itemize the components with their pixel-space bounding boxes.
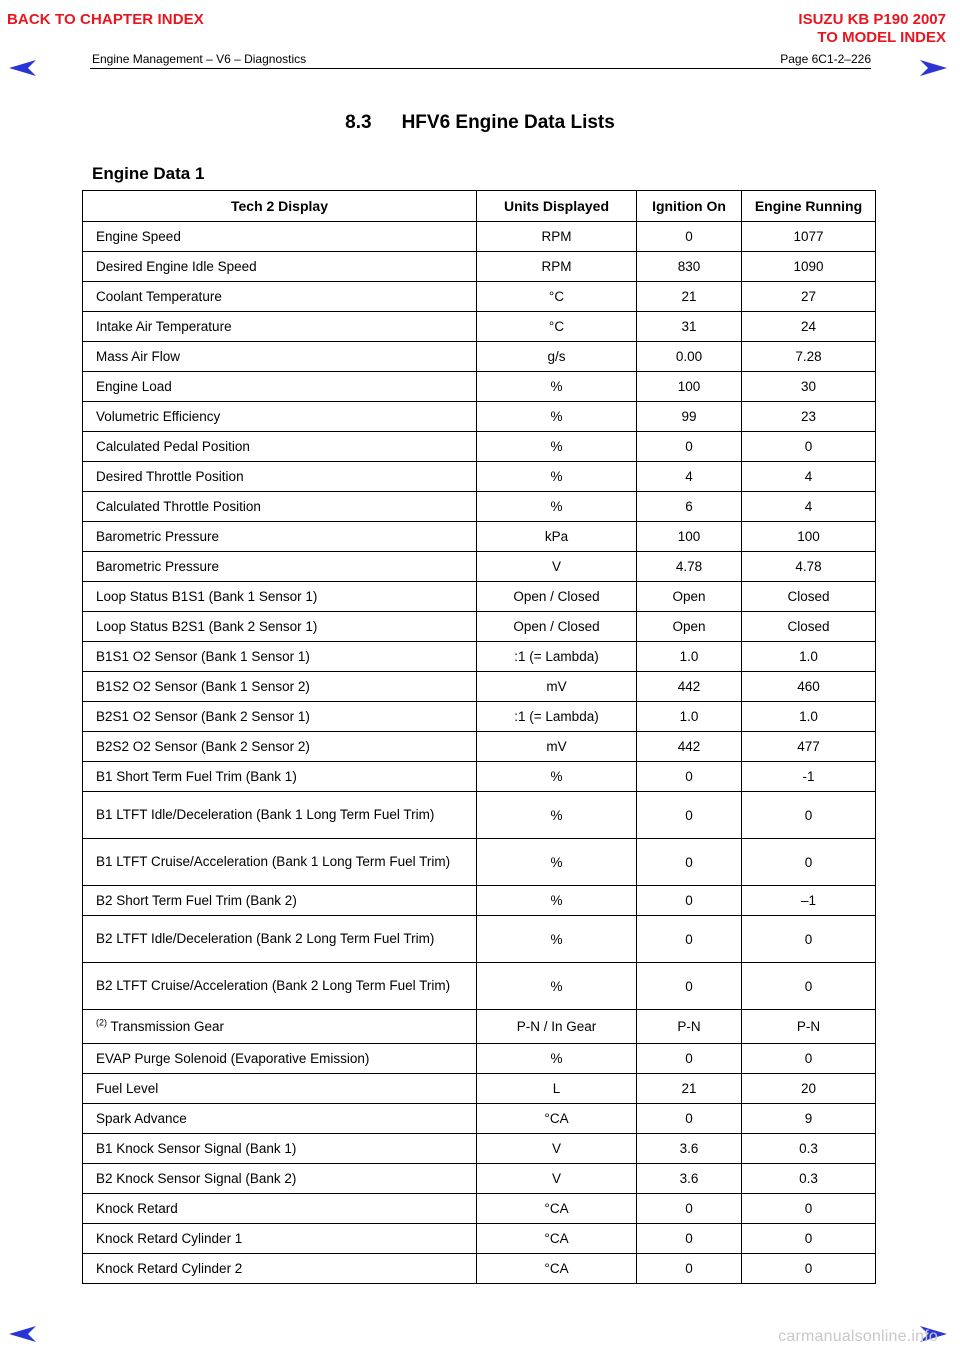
parameter-name-cell xyxy=(83,672,477,702)
engine-running-cell: 0 xyxy=(742,1194,876,1224)
table-header-row xyxy=(83,191,876,222)
parameter-name-cell xyxy=(83,222,477,252)
ignition-on-cell: 4.78 xyxy=(637,552,742,582)
table-row xyxy=(83,732,876,762)
parameter-name: B1S2 O2 Sensor (Bank 1 Sensor 2) xyxy=(96,678,310,694)
engine-running-cell: 0.3 xyxy=(742,1134,876,1164)
parameter-name: Coolant Temperature xyxy=(96,288,222,304)
parameter-name: Volumetric Efficiency xyxy=(96,408,221,424)
parameter-name: B1 Knock Sensor Signal (Bank 1) xyxy=(96,1140,297,1156)
ignition-on-cell: 3.6 xyxy=(637,1164,742,1194)
ignition-on-cell: P-N xyxy=(637,1010,742,1044)
parameter-name-cell xyxy=(83,1104,477,1134)
engine-running-cell: 0 xyxy=(742,1254,876,1284)
parameter-name-cell xyxy=(83,252,477,282)
units-cell: kPa xyxy=(477,522,637,552)
model-title: ISUZU KB P190 2007 xyxy=(798,11,946,28)
engine-running-cell: 1077 xyxy=(742,222,876,252)
parameter-name-cell xyxy=(83,552,477,582)
ignition-on-cell: 21 xyxy=(637,1074,742,1104)
units-cell: % xyxy=(477,792,637,839)
table-row xyxy=(83,432,876,462)
table-row xyxy=(83,1134,876,1164)
units-cell: g/s xyxy=(477,342,637,372)
parameter-name: B2 LTFT Idle/Deceleration (Bank 2 Long Term Fuel Trim) xyxy=(96,931,435,946)
parameter-name: Intake Air Temperature xyxy=(96,318,232,334)
table-row xyxy=(83,312,876,342)
table-row xyxy=(83,402,876,432)
engine-running-cell: 30 xyxy=(742,372,876,402)
parameter-name: Knock Retard Cylinder 1 xyxy=(96,1230,243,1246)
engine-running-cell: 100 xyxy=(742,522,876,552)
table-row xyxy=(83,916,876,963)
engine-running-cell: 9 xyxy=(742,1104,876,1134)
ignition-on-cell: 0 xyxy=(637,886,742,916)
table-row xyxy=(83,342,876,372)
table-row xyxy=(83,252,876,282)
units-cell: % xyxy=(477,492,637,522)
model-index-link[interactable] xyxy=(798,11,946,47)
table-row xyxy=(83,1104,876,1134)
units-cell: % xyxy=(477,462,637,492)
previous-page-arrow-icon[interactable] xyxy=(8,58,38,78)
ignition-on-cell: Open xyxy=(637,582,742,612)
engine-running-cell: 0 xyxy=(742,963,876,1010)
units-cell: % xyxy=(477,372,637,402)
parameter-name: B1 Short Term Fuel Trim (Bank 1) xyxy=(96,768,297,784)
engine-running-cell: 4 xyxy=(742,462,876,492)
parameter-name-cell xyxy=(83,402,477,432)
ignition-on-cell: 0 xyxy=(637,1044,742,1074)
units-cell: % xyxy=(477,963,637,1010)
table-row xyxy=(83,1164,876,1194)
units-cell: % xyxy=(477,916,637,963)
ignition-on-cell: 0 xyxy=(637,432,742,462)
section-title-text: HFV6 Engine Data Lists xyxy=(401,112,615,133)
ignition-on-cell: 0 xyxy=(637,792,742,839)
units-cell: % xyxy=(477,432,637,462)
units-cell: V xyxy=(477,1134,637,1164)
parameter-name: Spark Advance xyxy=(96,1110,187,1126)
parameter-name: Transmission Gear xyxy=(110,1018,225,1034)
units-cell: RPM xyxy=(477,222,637,252)
table-row xyxy=(83,552,876,582)
ignition-on-cell: 0 xyxy=(637,1254,742,1284)
parameter-name: B2S1 O2 Sensor (Bank 2 Sensor 1) xyxy=(96,708,310,724)
footnote-marker: (2) xyxy=(96,1017,107,1027)
parameter-name-cell xyxy=(83,963,477,1010)
table-row xyxy=(83,222,876,252)
to-model-index-label: TO MODEL INDEX xyxy=(817,29,946,46)
units-cell: °CA xyxy=(477,1104,637,1134)
parameter-name-cell xyxy=(83,282,477,312)
ignition-on-cell: 21 xyxy=(637,282,742,312)
table-row xyxy=(83,839,876,886)
engine-running-cell: 1090 xyxy=(742,252,876,282)
column-header: Tech 2 Display xyxy=(83,191,477,222)
units-cell: mV xyxy=(477,672,637,702)
parameter-name-cell xyxy=(83,462,477,492)
engine-running-cell: 7.28 xyxy=(742,342,876,372)
site-watermark: carmanualsonline.info xyxy=(778,1328,938,1345)
table-subheading: Engine Data 1 xyxy=(92,164,205,183)
units-cell: P-N / In Gear xyxy=(477,1010,637,1044)
parameter-name-cell xyxy=(83,1194,477,1224)
units-cell: :1 (= Lambda) xyxy=(477,702,637,732)
engine-running-cell: –1 xyxy=(742,886,876,916)
ignition-on-cell: 0 xyxy=(637,1194,742,1224)
ignition-on-cell: 442 xyxy=(637,732,742,762)
engine-running-cell: 1.0 xyxy=(742,702,876,732)
parameter-name-cell xyxy=(83,522,477,552)
ignition-on-cell: 100 xyxy=(637,522,742,552)
table-row xyxy=(83,1010,876,1044)
back-to-chapter-index-link[interactable]: BACK TO CHAPTER INDEX xyxy=(7,11,204,28)
ignition-on-cell: 442 xyxy=(637,672,742,702)
parameter-name: Calculated Pedal Position xyxy=(96,438,250,454)
engine-running-cell: 1.0 xyxy=(742,642,876,672)
parameter-name-cell xyxy=(83,312,477,342)
header-divider xyxy=(90,68,871,69)
table-row xyxy=(83,462,876,492)
parameter-name: Desired Engine Idle Speed xyxy=(96,258,257,274)
ignition-on-cell: 100 xyxy=(637,372,742,402)
parameter-name-cell xyxy=(83,1224,477,1254)
ignition-on-cell: 3.6 xyxy=(637,1134,742,1164)
parameter-name: B2 LTFT Cruise/Acceleration (Bank 2 Long Term Fuel Trim) xyxy=(96,978,451,993)
parameter-name-cell xyxy=(83,916,477,963)
units-cell: Open / Closed xyxy=(477,582,637,612)
engine-running-cell: -1 xyxy=(742,762,876,792)
parameter-name: Desired Throttle Position xyxy=(96,468,244,484)
table-row xyxy=(83,1194,876,1224)
parameter-name: B2 Knock Sensor Signal (Bank 2) xyxy=(96,1170,297,1186)
ignition-on-cell: 0 xyxy=(637,839,742,886)
parameter-name: Knock Retard Cylinder 2 xyxy=(96,1260,243,1276)
parameter-name: B1 LTFT Idle/Deceleration (Bank 1 Long Term Fuel Trim) xyxy=(96,807,435,822)
table-row xyxy=(83,582,876,612)
parameter-name-cell xyxy=(83,1254,477,1284)
units-cell: °CA xyxy=(477,1224,637,1254)
section-title xyxy=(0,112,960,134)
table-row xyxy=(83,1224,876,1254)
engine-running-cell: 27 xyxy=(742,282,876,312)
ignition-on-cell: 0 xyxy=(637,1104,742,1134)
engine-running-cell: 24 xyxy=(742,312,876,342)
parameter-name-cell xyxy=(83,886,477,916)
units-cell: L xyxy=(477,1074,637,1104)
parameter-name: EVAP Purge Solenoid (Evaporative Emission) xyxy=(96,1050,370,1066)
ignition-on-cell: 1.0 xyxy=(637,642,742,672)
table-row xyxy=(83,672,876,702)
engine-running-cell: 23 xyxy=(742,402,876,432)
table-row xyxy=(83,1254,876,1284)
table-row xyxy=(83,886,876,916)
previous-page-arrow-icon[interactable] xyxy=(8,1324,38,1344)
table-row xyxy=(83,522,876,552)
parameter-name: B2 Short Term Fuel Trim (Bank 2) xyxy=(96,892,297,908)
engine-running-cell: 20 xyxy=(742,1074,876,1104)
parameter-name: Barometric Pressure xyxy=(96,528,220,544)
parameter-name-cell xyxy=(83,732,477,762)
engine-running-cell: 4 xyxy=(742,492,876,522)
table-row xyxy=(83,1074,876,1104)
ignition-on-cell: 0.00 xyxy=(637,342,742,372)
units-cell: V xyxy=(477,552,637,582)
engine-running-cell: 0 xyxy=(742,1224,876,1254)
parameter-name-cell xyxy=(83,1044,477,1074)
units-cell: °C xyxy=(477,312,637,342)
engine-running-cell: 0 xyxy=(742,1044,876,1074)
ignition-on-cell: 830 xyxy=(637,252,742,282)
engine-running-cell: 0.3 xyxy=(742,1164,876,1194)
engine-running-cell: Closed xyxy=(742,612,876,642)
parameter-name-cell xyxy=(83,492,477,522)
parameter-name-cell xyxy=(83,342,477,372)
column-header: Ignition On xyxy=(637,191,742,222)
parameter-name-cell xyxy=(83,839,477,886)
parameter-name-cell xyxy=(83,432,477,462)
parameter-name-cell xyxy=(83,372,477,402)
engine-running-cell: 0 xyxy=(742,839,876,886)
engine-running-cell: 0 xyxy=(742,432,876,462)
parameter-name-cell xyxy=(83,642,477,672)
units-cell: % xyxy=(477,886,637,916)
parameter-name-cell xyxy=(83,702,477,732)
parameter-name: B1 LTFT Cruise/Acceleration (Bank 1 Long Term Fuel Trim) xyxy=(96,854,451,869)
ignition-on-cell: 1.0 xyxy=(637,702,742,732)
parameter-name: Calculated Throttle Position xyxy=(96,498,261,514)
parameter-name: Engine Load xyxy=(96,378,172,394)
parameter-name: B1S1 O2 Sensor (Bank 1 Sensor 1) xyxy=(96,648,310,664)
engine-running-cell: 4.78 xyxy=(742,552,876,582)
units-cell: °CA xyxy=(477,1254,637,1284)
table-row xyxy=(83,492,876,522)
ignition-on-cell: 0 xyxy=(637,762,742,792)
page-number: Page 6C1-2–226 xyxy=(780,52,871,66)
table-row xyxy=(83,762,876,792)
units-cell: % xyxy=(477,762,637,792)
section-number: 8.3 xyxy=(345,112,372,133)
parameter-name: Engine Speed xyxy=(96,228,181,244)
table-row xyxy=(83,282,876,312)
parameter-name-cell xyxy=(83,1010,477,1044)
engine-running-cell: 0 xyxy=(742,916,876,963)
units-cell: mV xyxy=(477,732,637,762)
parameter-name-cell xyxy=(83,612,477,642)
units-cell: °C xyxy=(477,282,637,312)
units-cell: % xyxy=(477,839,637,886)
parameter-name-cell xyxy=(83,762,477,792)
table-row xyxy=(83,963,876,1010)
ignition-on-cell: 6 xyxy=(637,492,742,522)
next-page-arrow-icon[interactable] xyxy=(918,58,948,78)
ignition-on-cell: Open xyxy=(637,612,742,642)
engine-running-cell: 460 xyxy=(742,672,876,702)
table-row xyxy=(83,702,876,732)
engine-running-cell: P-N xyxy=(742,1010,876,1044)
ignition-on-cell: 0 xyxy=(637,916,742,963)
ignition-on-cell: 0 xyxy=(637,222,742,252)
parameter-name: Fuel Level xyxy=(96,1080,159,1096)
ignition-on-cell: 31 xyxy=(637,312,742,342)
table-row xyxy=(83,642,876,672)
parameter-name-cell xyxy=(83,1164,477,1194)
units-cell: V xyxy=(477,1164,637,1194)
column-header: Units Displayed xyxy=(477,191,637,222)
ignition-on-cell: 99 xyxy=(637,402,742,432)
table-row xyxy=(83,612,876,642)
parameter-name: Barometric Pressure xyxy=(96,558,220,574)
ignition-on-cell: 0 xyxy=(637,963,742,1010)
ignition-on-cell: 0 xyxy=(637,1224,742,1254)
table-row xyxy=(83,792,876,839)
parameter-name-cell xyxy=(83,1074,477,1104)
engine-running-cell: Closed xyxy=(742,582,876,612)
running-header-title: Engine Management – V6 – Diagnostics xyxy=(92,52,307,66)
parameter-name: B2S2 O2 Sensor (Bank 2 Sensor 2) xyxy=(96,738,310,754)
units-cell: % xyxy=(477,402,637,432)
units-cell: :1 (= Lambda) xyxy=(477,642,637,672)
parameter-name: Knock Retard xyxy=(96,1200,178,1216)
table-row xyxy=(83,372,876,402)
units-cell: Open / Closed xyxy=(477,612,637,642)
table-row xyxy=(83,1044,876,1074)
engine-data-table xyxy=(82,190,876,1284)
engine-running-cell: 0 xyxy=(742,792,876,839)
column-header: Engine Running xyxy=(742,191,876,222)
units-cell: °CA xyxy=(477,1194,637,1224)
parameter-name: Mass Air Flow xyxy=(96,348,181,364)
parameter-name-cell xyxy=(83,1134,477,1164)
units-cell: % xyxy=(477,1044,637,1074)
parameter-name-cell xyxy=(83,792,477,839)
parameter-name-cell xyxy=(83,582,477,612)
parameter-name: Loop Status B2S1 (Bank 2 Sensor 1) xyxy=(96,618,318,634)
ignition-on-cell: 4 xyxy=(637,462,742,492)
engine-running-cell: 477 xyxy=(742,732,876,762)
units-cell: RPM xyxy=(477,252,637,282)
parameter-name: Loop Status B1S1 (Bank 1 Sensor 1) xyxy=(96,588,318,604)
